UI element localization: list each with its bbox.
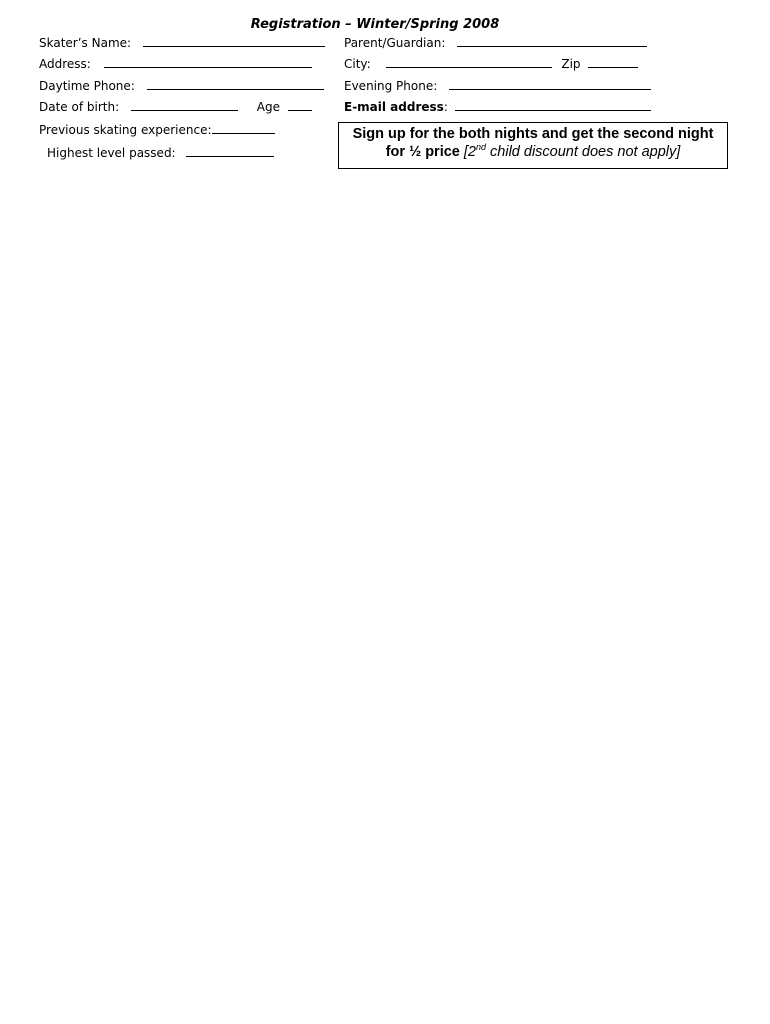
promo-line-1: Sign up for the both nights and get the second night: [352, 126, 714, 142]
parent-guardian-field[interactable]: [457, 34, 647, 47]
address-field[interactable]: [104, 55, 312, 68]
zip-label: Zip: [561, 57, 581, 71]
skater-name-label: Skater’s Name:: [39, 36, 132, 50]
promo-box: [338, 122, 728, 169]
form-title: Registration – Winter/Spring 2008: [250, 17, 500, 32]
promo-discount-note: [464, 144, 680, 160]
city-field[interactable]: [386, 55, 552, 68]
highest-level-field[interactable]: [186, 144, 274, 157]
email-colon: :: [443, 100, 448, 114]
city-label: City:: [344, 57, 371, 71]
email-row: [344, 98, 651, 114]
promo-discount-sup: nd: [475, 142, 486, 153]
evening-phone-label: Evening Phone:: [344, 79, 438, 93]
promo-line-2: [339, 143, 727, 161]
email-field[interactable]: [455, 98, 651, 111]
highest-level-label: Highest level passed:: [47, 146, 176, 160]
parent-guardian-label: Parent/Guardian:: [344, 36, 446, 50]
date-of-birth-label: Date of birth:: [39, 100, 120, 114]
previous-experience-field[interactable]: [212, 121, 275, 134]
zip-field[interactable]: [588, 55, 638, 68]
promo-discount-open: [2: [463, 144, 476, 160]
age-label: Age: [256, 100, 280, 114]
evening-phone-field[interactable]: [449, 77, 651, 90]
previous-experience-label: Previous skating experience:: [39, 123, 212, 137]
date-of-birth-row: [39, 98, 312, 114]
age-field[interactable]: [288, 98, 312, 111]
evening-phone-row: [344, 77, 651, 93]
highest-level-row: [47, 144, 274, 160]
address-label: Address:: [39, 57, 91, 71]
skater-name-row: [39, 34, 325, 50]
daytime-phone-row: [39, 77, 324, 93]
date-of-birth-field[interactable]: [131, 98, 238, 111]
previous-experience-row: [39, 121, 275, 137]
address-row: [39, 55, 312, 71]
city-row: [344, 55, 638, 71]
daytime-phone-field[interactable]: [147, 77, 324, 90]
email-label: E-mail address: [344, 100, 444, 114]
daytime-phone-label: Daytime Phone:: [39, 79, 135, 93]
parent-guardian-row: [344, 34, 647, 50]
promo-half-price: for ½ price: [385, 144, 460, 160]
promo-discount-rest: child discount does not apply]: [486, 144, 681, 160]
skater-name-field[interactable]: [143, 34, 325, 47]
